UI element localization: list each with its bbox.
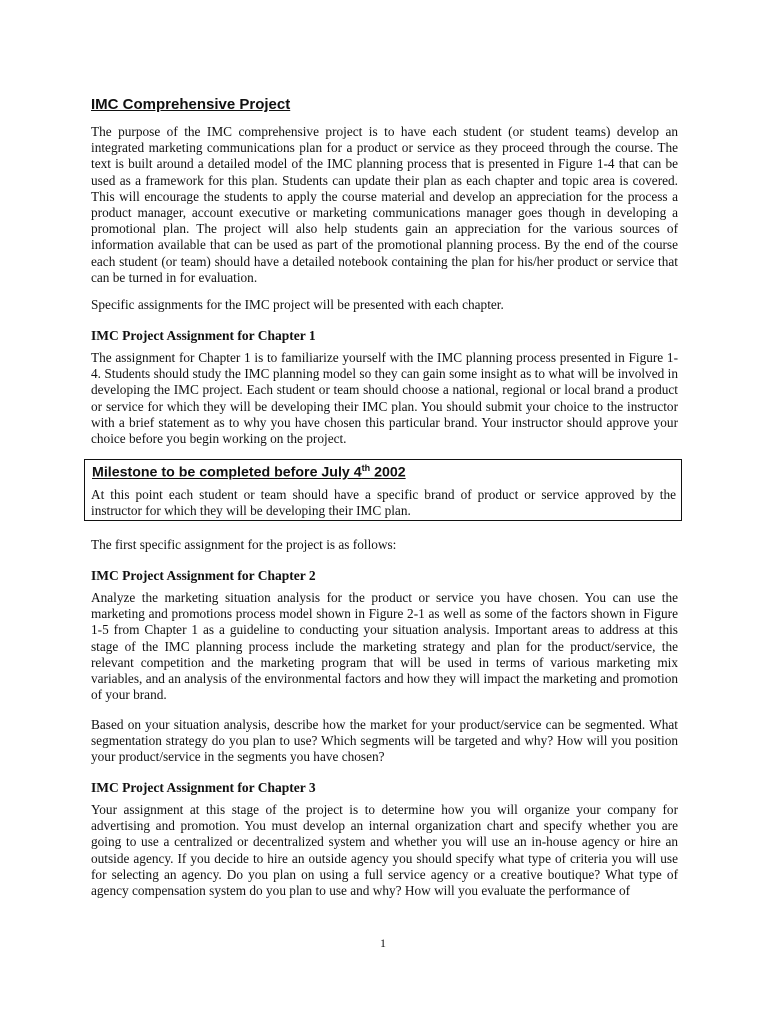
milestone-title-superscript: th	[361, 463, 371, 473]
specific-assignments-paragraph: Specific assignments for the IMC project will be presented with each chapter.	[91, 297, 504, 312]
milestone-title-year: 2002	[370, 464, 406, 481]
intro-paragraph: The purpose of the IMC comprehensive project is to have each student (or student teams) develop an integrated marketing communications plan for a product or service as they proceed through the course. The text is built around a detailed model of the IMC planning process that is presented in Figure 1-4 that can be used as a framework for this plan. Students can update their plan as each chapter and topic area is covered. This will encourage the students to apply the course material and develop an appreciation for the process a product manager, account executive or marketing communications manager goes though in developing a promotional plan. The project will also help students gain an appreciation for the various sources of information available that can be used as part of the promotional planning process. By the end of the course each student (or team) should have a detailed notebook containing the plan for his/her product or service that can be turned in for evaluation.	[91, 124, 678, 285]
chapter-1-heading: IMC Project Assignment for Chapter 1	[91, 328, 316, 343]
milestone-box	[84, 459, 682, 521]
chapter-1-paragraph: The assignment for Chapter 1 is to familiarize yourself with the IMC planning process presented in Figure 1-4. Students should study the IMC planning model so they can gain some insight as to what will be involved in developing the IMC project. Each student or team should choose a national, regional or local brand a product or service for which they will be developing their IMC plan. You should submit your choice to the instructor with a brief statement as to why you have chosen this particular brand. Your instructor should approve your choice before you begin working on the project.	[91, 350, 678, 447]
chapter-2-heading: IMC Project Assignment for Chapter 2	[91, 568, 316, 583]
document-title: IMC Comprehensive Project	[91, 96, 291, 113]
milestone-body: At this point each student or team should have a specific brand of product or service approved by the instructor for which they will be developing their IMC plan.	[91, 487, 676, 519]
first-assignment-paragraph: The first specific assignment for the project is as follows:	[91, 537, 397, 552]
chapter-3-heading: IMC Project Assignment for Chapter 3	[91, 780, 316, 795]
chapter-2-paragraph-1: Analyze the marketing situation analysis for the product or service you have chosen. You can use the marketing and promotions process model shown in Figure 2-1 as well as some of the factors shown in Figure 1-5 from Chapter 1 as a guideline to conducting your situation analysis. Important areas to address at this stage of the IMC planning process include the marketing strategy and plan for the product/service, the relevant competition and the marketing program that will be used in terms of various marketing mix variables, and an analysis of the environmental factors and how they will impact the marketing and promotion of your brand.	[91, 590, 678, 703]
milestone-title-text: Milestone to be completed before July 4	[92, 464, 362, 481]
chapter-2-paragraph-2: Based on your situation analysis, describe how the market for your product/service can be segmented. What segmentation strategy do you plan to use? Which segments will be targeted and why? How will you position your product/service in the segments you have chosen?	[91, 717, 678, 765]
page-number: 1	[380, 936, 386, 950]
milestone-title	[92, 463, 406, 481]
chapter-3-paragraph: Your assignment at this stage of the project is to determine how you will organize your company for advertising and promotion. You must develop an internal organization chart and specify whether you are going to use a centralized or decentralized system and whether you will use an in-house agency or hire an outside agency. If you decide to hire an outside agency you should specify what type of criteria you will use for selecting an agency. Do you plan on using a full service agency or a creative boutique? What type of agency compensation system do you plan to use and why? How will you evaluate the performance of	[91, 802, 678, 899]
